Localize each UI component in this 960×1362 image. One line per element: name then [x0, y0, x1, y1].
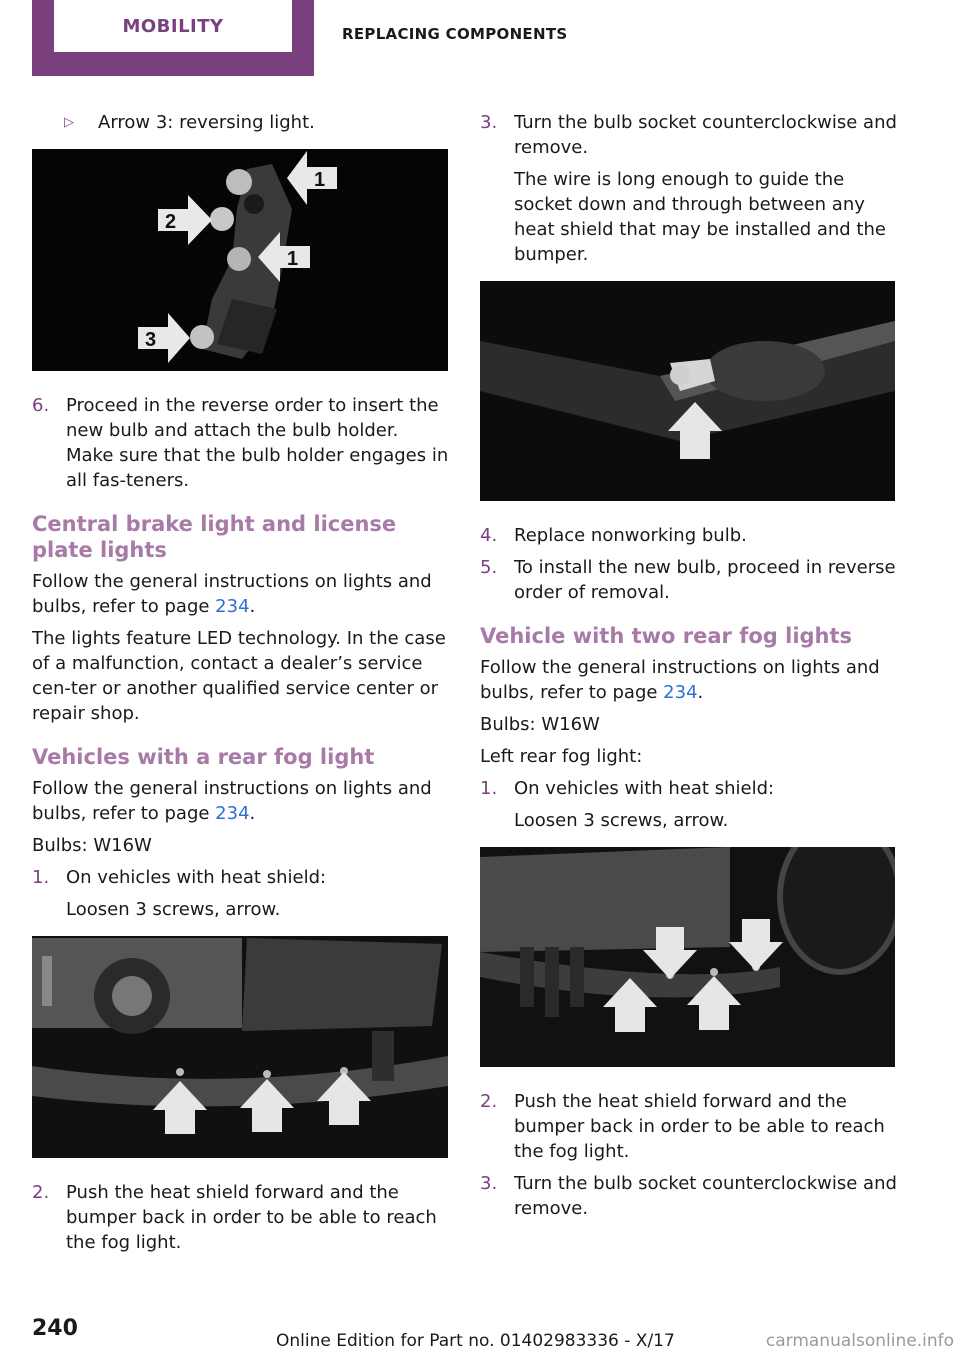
right-bulbs-spec: Bulbs: W16W — [480, 714, 600, 735]
right-step-3-text: Turn the bulb socket counterclockwise and remove. — [514, 112, 897, 158]
step-1-text: On vehicles with heat shield: — [66, 867, 327, 888]
header-tab-label: MOBILITY — [122, 15, 224, 37]
right-step-4-number: 4. — [480, 525, 498, 546]
page-link-234[interactable]: 234 — [663, 682, 698, 703]
heat-shield-illustration — [32, 936, 448, 1158]
central-paragraph-2: The lights feature LED technology. In the case of a malfunction, contact a dealer’s service cen‐ter or another qualified service center or repair shop. — [32, 628, 446, 724]
step-2-number: 2. — [32, 1182, 50, 1203]
step-2 — [32, 1180, 450, 1255]
header-tab — [32, 0, 314, 76]
right-step-5-text: To install the new bulb, proceed in reverse order of removal. — [514, 557, 896, 603]
right-step-2-text: Push the heat shield forward and the bumper back in order to be able to reach the fog light. — [514, 1091, 885, 1162]
arrow-item-text: Arrow 3: reversing light. — [98, 112, 315, 133]
right-step-4 — [480, 523, 900, 548]
right-step-3b-text: Turn the bulb socket counterclockwise and remove. — [514, 1173, 897, 1219]
right-step-3-sub: The wire is long enough to guide the socket down and through between any heat shield that may be installed and the bumper. — [514, 169, 886, 265]
right-step-5 — [480, 555, 900, 605]
page-link-234[interactable]: 234 — [215, 803, 250, 824]
two-fog-paragraph-1: Follow the general instructions on lights and bulbs, refer to page 234. — [480, 657, 880, 703]
edition-note: Online Edition for Part no. 01402983336 - X/17 — [276, 1331, 675, 1351]
header-section-title: REPLACING COMPONENTS — [342, 25, 568, 43]
step-6-text: Proceed in the reverse order to insert the new bulb and attach the bulb holder. Make sure that the bulb holder engages in all fas‐teners. — [66, 395, 449, 491]
callout-1-top: 1 — [314, 169, 326, 191]
page-number: 240 — [32, 1316, 78, 1341]
bulb-socket-illustration — [480, 281, 895, 501]
callout-3: 3 — [145, 329, 157, 351]
heading-two-rear-fog: Vehicle with two rear fog lights — [480, 624, 853, 648]
triangle-bullet-icon: ▷ — [64, 115, 74, 130]
right-step-1-number: 1. — [480, 778, 498, 799]
two-fog-heat-shield-illustration — [480, 847, 895, 1067]
heading-central-brake-light: Central brake light and license plate lights — [32, 512, 397, 562]
callout-2: 2 — [165, 211, 177, 233]
left-column — [32, 110, 450, 1262]
rear-light-illustration — [32, 149, 448, 371]
heading-single-rear-fog: Vehicles with a rear fog light — [32, 745, 375, 769]
right-step-5-number: 5. — [480, 557, 498, 578]
step-6 — [32, 393, 450, 493]
right-step-4-text: Replace nonworking bulb. — [514, 525, 747, 546]
step-1 — [32, 865, 450, 890]
bulbs-spec: Bulbs: W16W — [32, 835, 152, 856]
step-2-text: Push the heat shield forward and the bumper back in order to be able to reach the fog light. — [66, 1182, 437, 1253]
central-paragraph-1: Follow the general instructions on lights and bulbs, refer to page 234. — [32, 571, 432, 617]
fog-paragraph-1: Follow the general instructions on lights and bulbs, refer to page 234. — [32, 778, 432, 824]
right-step-3b-number: 3. — [480, 1173, 498, 1194]
left-rear-fog-label: Left rear fog light: — [480, 746, 643, 767]
figure-rear-light-bulbs — [32, 149, 448, 371]
callout-1-lower: 1 — [287, 248, 299, 270]
figure-heat-shield-screws — [32, 936, 448, 1158]
figure-two-fog-heat-shield — [480, 847, 895, 1067]
step-1-number: 1. — [32, 867, 50, 888]
figure-bulb-socket — [480, 281, 895, 501]
watermark: carmanualsonline.info — [765, 1331, 954, 1351]
header-tab-label-box — [54, 0, 292, 52]
right-column — [480, 110, 900, 1228]
right-step-1 — [480, 776, 900, 801]
right-step-1-text: On vehicles with heat shield: — [514, 778, 775, 799]
page-link-234[interactable]: 234 — [215, 596, 250, 617]
right-step-2-number: 2. — [480, 1091, 498, 1112]
right-step-3-number: 3. — [480, 112, 498, 133]
arrow-item — [32, 110, 450, 135]
step-1-sub: Loosen 3 screws, arrow. — [66, 899, 281, 920]
right-step-3b — [480, 1171, 900, 1221]
right-step-2 — [480, 1089, 900, 1164]
right-step-3 — [480, 110, 900, 160]
right-step-1-sub: Loosen 3 screws, arrow. — [514, 810, 729, 831]
step-6-number: 6. — [32, 395, 50, 416]
